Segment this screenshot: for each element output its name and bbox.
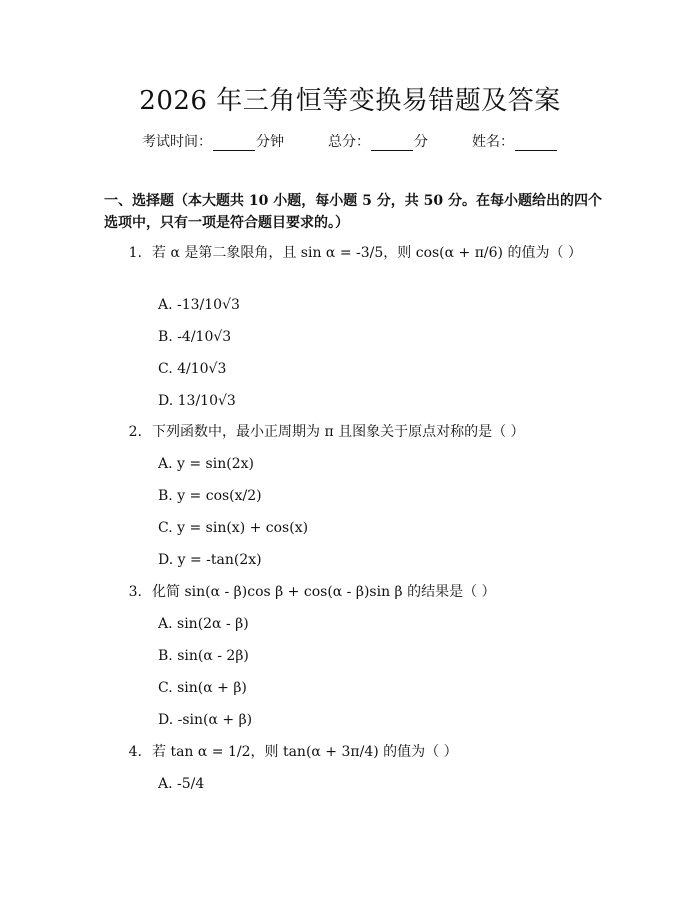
option-3a: A. sin(2α - β) xyxy=(158,616,249,632)
option-2b: B. y = cos(x/2) xyxy=(158,488,262,504)
exam-info-line xyxy=(0,131,700,151)
option-1c: C. 4/10√3 xyxy=(158,361,227,377)
total-score-unit: 分 xyxy=(414,134,428,150)
question-4 xyxy=(104,741,598,763)
option-1a: A. -13/10√3 xyxy=(158,297,240,313)
total-score-field xyxy=(328,131,428,151)
name-blank[interactable] xyxy=(515,134,557,151)
exam-time-unit: 分钟 xyxy=(256,134,284,150)
name-field xyxy=(472,131,558,151)
question-1 xyxy=(104,242,598,264)
total-score-blank[interactable] xyxy=(371,134,413,151)
option-1b: B. -4/10√3 xyxy=(158,329,232,345)
question-number: 1. xyxy=(128,245,142,261)
question-stem: 若 tan α = 1/2，则 tan(α + 3π/4) 的值为（ ） xyxy=(152,744,458,760)
total-score-label: 总分： xyxy=(328,134,370,150)
question-number: 2. xyxy=(128,424,142,440)
option-3d: D. -sin(α + β) xyxy=(158,712,253,728)
exam-time-field xyxy=(142,131,284,151)
option-1d: D. 13/10√3 xyxy=(158,393,236,409)
question-2 xyxy=(104,421,598,443)
option-2a: A. y = sin(2x) xyxy=(158,456,254,472)
exam-time-blank[interactable] xyxy=(213,134,255,151)
name-label: 姓名： xyxy=(472,134,514,150)
option-3b: B. sin(α - 2β) xyxy=(158,648,249,664)
question-stem: 化简 sin(α - β)cos β + cos(α - β)sin β 的结果是（ ） xyxy=(152,584,496,600)
question-number: 4. xyxy=(128,744,142,760)
exam-time-label: 考试时间： xyxy=(142,134,212,150)
question-3 xyxy=(104,581,598,603)
page-title: 2026 年三角恒等变换易错题及答案 xyxy=(139,86,561,116)
option-3c: C. sin(α + β) xyxy=(158,680,247,696)
question-number: 3. xyxy=(128,584,142,600)
option-4a: A. -5/4 xyxy=(158,776,205,792)
question-stem: 下列函数中，最小正周期为 π 且图象关于原点对称的是（ ） xyxy=(152,424,525,440)
section-heading: 一、选择题（本大题共 10 小题，每小题 5 分，共 50 分。在每小题给出的四个选项中，只有一项是符合题目要求的。） xyxy=(104,193,602,231)
option-2c: C. y = sin(x) + cos(x) xyxy=(158,520,309,536)
option-2d: D. y = -tan(2x) xyxy=(158,552,262,568)
question-stem: 若 α 是第二象限角，且 sin α = -3/5，则 cos(α + π/6) 的值为（ ） xyxy=(152,245,582,261)
